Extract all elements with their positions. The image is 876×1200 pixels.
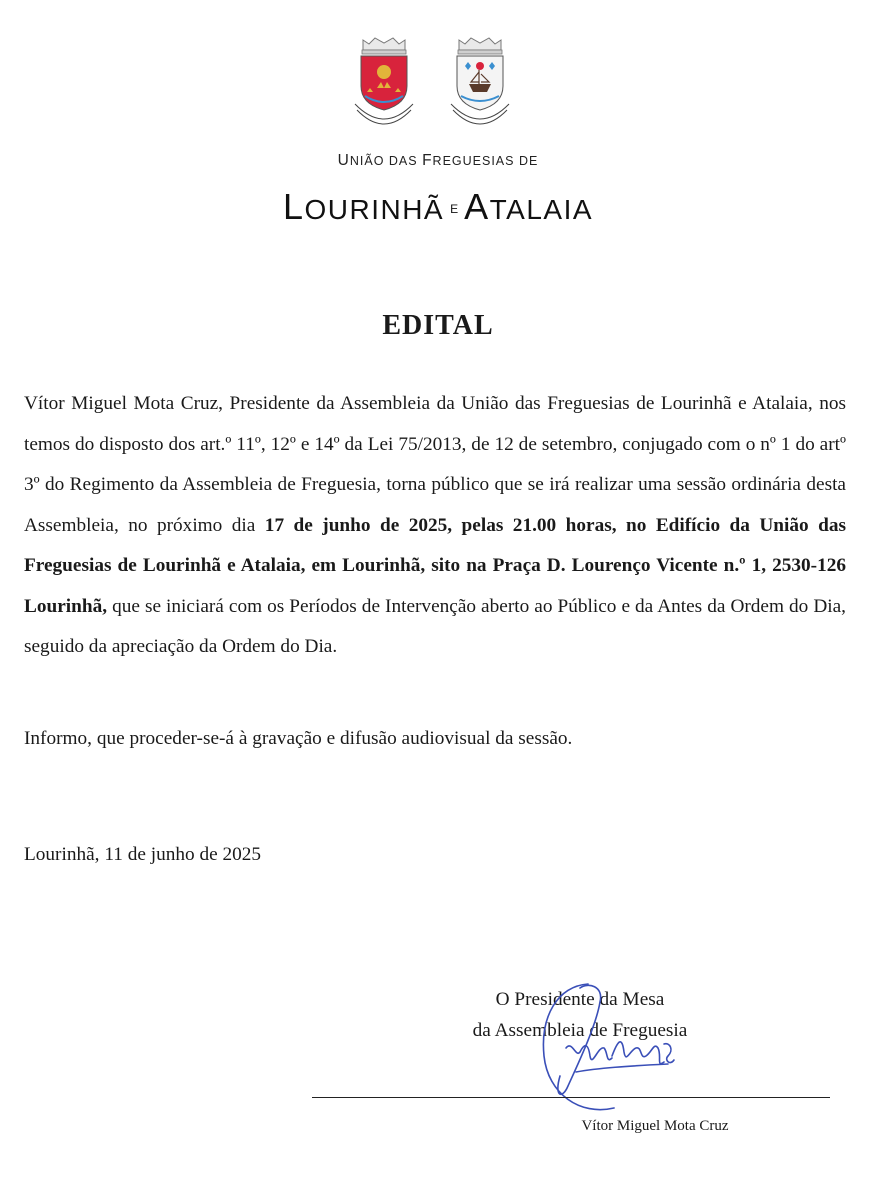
emblems [349, 36, 519, 136]
meeting-details: 17 de junho de 2025, pelas 21.00 horas, no Edifício da União das Freguesias de Lourinhã e Atalaia, em Lourinhã, sito na Praça D. Lourenço Vicente n.º 1, 2530-126 Lourinhã, [24, 514, 846, 617]
recording-notice: Informo, que proceder-se-á à gravação e difusão audiovisual da sessão. [24, 728, 573, 749]
header-title: LOURINHÃ E ATALAIA [282, 186, 594, 227]
atalaia-coat-of-arms-icon [445, 36, 515, 136]
signatory-name: Vítor Miguel Mota Cruz [581, 1118, 729, 1134]
handwritten-signature [518, 976, 698, 1122]
signature-line [312, 1097, 830, 1098]
notice-body [24, 384, 846, 668]
signatory-role: O Presidente da Mesa da Assembleia de Freguesia [472, 989, 688, 1041]
document-title: EDITAL [382, 310, 494, 341]
place-and-date: Lourinhã, 11 de junho de 2025 [24, 844, 262, 865]
header-subtitle: UNIÃO DAS FREGUESIAS DE [337, 152, 539, 169]
lourinha-coat-of-arms-icon [349, 36, 419, 136]
signatory-name-row [312, 1118, 830, 1135]
notice-paragraph: Vítor Miguel Mota Cruz, Presidente da Assembleia da União das Freguesias de Lourinhã e Atalaia, nos temos do disposto dos art.º 11º, 12º e 14º da Lei 75/2013, de 12 de setembro, conjugado com o nº 1 do artº 3º do Regimento da Assembleia de Freguesia, torna público que se irá realizar uma sessão ordinária desta Assembleia, no próximo dia 17 de junho de 2025, pelas 21.00 horas, no Edifício da União das Freguesias de Lourinhã e Atalaia, em Lourinhã, sito na Praça D. Lourenço Vicente n.º 1, 2530-126 Lourinhã, que se iniciará com os Períodos de Intervenção aberto ao Público e da Antes da Ordem do Dia, seguido da apreciação da Ordem do Dia. [24, 393, 846, 657]
